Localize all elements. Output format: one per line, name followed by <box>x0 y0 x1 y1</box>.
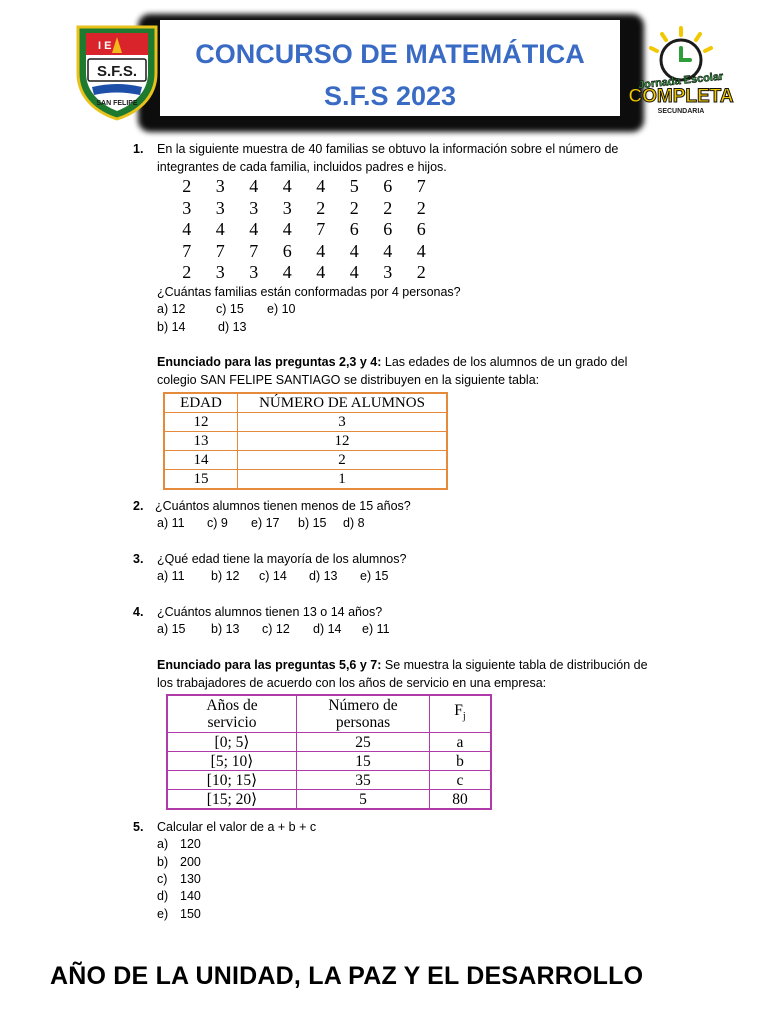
table-row <box>164 451 447 470</box>
data-value: 3 <box>282 197 292 218</box>
table-cell: 15 <box>297 752 430 771</box>
table-row <box>167 771 491 790</box>
data-row <box>170 241 438 263</box>
stem-5-7-text: Se muestra la siguiente tabla de distribución de <box>381 658 648 672</box>
column-header-personas <box>297 695 430 733</box>
data-value: 6 <box>416 219 426 239</box>
option-a: a) 15 <box>157 622 186 636</box>
option-e: e) 15 <box>360 569 389 583</box>
option-e: e) 10 <box>267 302 296 316</box>
age-frequency-table <box>163 392 448 490</box>
option-d: d) 13 <box>218 320 247 334</box>
option-b: b) 13 <box>211 622 240 636</box>
data-value: 7 <box>416 176 426 196</box>
svg-text:COMPLETA: COMPLETA <box>628 86 734 107</box>
question-3-number: 3. <box>133 552 144 566</box>
data-value: 7 <box>249 240 259 261</box>
data-value: 2 <box>416 197 426 218</box>
option-c: c) 14 <box>259 569 287 583</box>
table-cell: a <box>430 733 492 752</box>
data-row <box>170 176 438 198</box>
stem-5-7-line2: los trabajadores de acuerdo con los años de servicio en una empresa: <box>157 676 547 690</box>
data-value: 4 <box>282 176 292 196</box>
data-value: 4 <box>383 240 393 261</box>
data-value: 7 <box>215 240 225 261</box>
stem-2-4-text: Las edades de los alumnos de un grado del <box>381 355 628 369</box>
data-value: 4 <box>182 219 192 239</box>
table-cell: c <box>430 771 492 790</box>
question-5-prompt: Calcular el valor de a + b + c <box>157 820 317 834</box>
option-d: d) 8 <box>343 516 365 530</box>
data-value: 3 <box>215 262 225 282</box>
option-c: c) 9 <box>207 516 228 530</box>
table-header-row <box>164 393 447 413</box>
question-2-number: 2. <box>133 499 144 513</box>
table-cell: 80 <box>430 790 492 810</box>
question-1-statement-line1: En la siguiente muestra de 40 familias se obtuvo la información sobre el número de <box>157 142 619 156</box>
table-cell: b <box>430 752 492 771</box>
option-value: 200 <box>180 855 201 869</box>
option-value: 120 <box>180 837 201 851</box>
data-row <box>170 262 438 284</box>
option-d: d) 13 <box>309 569 338 583</box>
data-value: 2 <box>383 197 393 218</box>
data-value: 3 <box>215 176 225 196</box>
table-cell: 35 <box>297 771 430 790</box>
option-letter: c) <box>157 872 168 886</box>
family-size-data-grid <box>170 176 438 284</box>
jornada-escolar-logo <box>618 26 744 118</box>
column-header-line: servicio <box>207 714 257 731</box>
school-crest-logo <box>74 23 160 121</box>
option-b: b) 15 <box>298 516 327 530</box>
option-d: d) 14 <box>313 622 342 636</box>
stem-5-7-line1 <box>157 656 648 674</box>
table-row <box>164 413 447 432</box>
data-value: 4 <box>316 262 326 282</box>
page-title: CONCURSO DE MATEMÁTICA <box>195 39 585 69</box>
data-value: 4 <box>316 176 326 196</box>
question-4-number: 4. <box>133 605 144 619</box>
data-value: 4 <box>249 176 259 196</box>
question-1-number: 1. <box>133 142 144 156</box>
data-row <box>170 219 438 241</box>
svg-text:SECUNDARIA: SECUNDARIA <box>657 108 705 115</box>
table-header-row <box>167 695 491 733</box>
option-letter: a) <box>157 837 169 851</box>
table-row <box>167 790 491 810</box>
data-value: 6 <box>383 219 393 239</box>
question-4-prompt: ¿Cuántos alumnos tienen 13 o 14 años? <box>157 605 383 619</box>
table-cell: [5; 10⟩ <box>167 752 297 771</box>
data-value: 3 <box>383 262 393 282</box>
data-value: 6 <box>282 240 292 261</box>
table-cell: 15 <box>164 470 238 490</box>
data-value: 2 <box>416 262 426 282</box>
option-c: c) 15 <box>216 302 244 316</box>
column-header-line: Número de <box>328 697 398 714</box>
data-value: 3 <box>182 197 192 218</box>
option-a: a) 11 <box>157 569 185 583</box>
table-row <box>164 470 447 490</box>
table-row <box>167 752 491 771</box>
option-b: b) 12 <box>211 569 240 583</box>
table-cell: 2 <box>238 451 448 470</box>
data-value: 7 <box>316 219 326 239</box>
stem-2-4-label: Enunciado para las preguntas 2,3 y 4: <box>157 355 382 369</box>
table-cell: 13 <box>164 432 238 451</box>
option-letter: b) <box>157 855 169 869</box>
option-letter: d) <box>157 889 169 903</box>
data-value: 5 <box>349 176 359 196</box>
data-value: 4 <box>215 219 225 239</box>
table-cell: [10; 15⟩ <box>167 771 297 790</box>
option-a: a) 11 <box>157 516 185 530</box>
data-value: 4 <box>349 240 359 261</box>
data-value: 4 <box>349 262 359 282</box>
table-row <box>167 733 491 752</box>
option-value: 140 <box>180 889 201 903</box>
column-header-line: Años de <box>206 697 258 714</box>
data-value: 7 <box>182 240 192 261</box>
data-value: 3 <box>249 197 259 218</box>
data-value: 3 <box>215 197 225 218</box>
service-years-table <box>166 694 492 810</box>
question-3-prompt: ¿Qué edad tiene la mayoría de los alumnos? <box>157 552 407 566</box>
data-value: 6 <box>349 219 359 239</box>
option-e: e) 17 <box>251 516 280 530</box>
column-header-anos <box>167 695 297 733</box>
option-value: 130 <box>180 872 201 886</box>
option-a: a) 12 <box>157 302 186 316</box>
data-value: 4 <box>282 219 292 239</box>
table-cell: 3 <box>238 413 448 432</box>
data-value: 4 <box>249 219 259 239</box>
table-cell: 25 <box>297 733 430 752</box>
option-b: b) 14 <box>157 320 186 334</box>
data-value: 4 <box>316 240 326 261</box>
table-row <box>164 432 447 451</box>
table-cell: [0; 5⟩ <box>167 733 297 752</box>
data-value: 3 <box>249 262 259 282</box>
data-value: 2 <box>182 176 192 196</box>
table-cell: 1 <box>238 470 448 490</box>
data-value: 2 <box>316 197 326 218</box>
svg-text:I E: I E <box>98 40 112 52</box>
option-letter: e) <box>157 907 169 921</box>
stem-5-7-label: Enunciado para las preguntas 5,6 y 7: <box>157 658 382 672</box>
column-header-line: personas <box>335 714 391 731</box>
svg-text:Jornada Escolar: Jornada Escolar <box>637 70 724 92</box>
column-header-fj: $F_j$ <box>430 695 492 733</box>
stem-2-4-line1 <box>157 353 627 371</box>
table-cell: 14 <box>164 451 238 470</box>
stem-2-4-line2: colegio SAN FELIPE SANTIAGO se distribuyen en la siguiente tabla: <box>157 373 540 387</box>
option-e: e) 11 <box>362 622 390 636</box>
column-header-edad: EDAD <box>164 393 238 413</box>
question-5-number: 5. <box>133 820 144 834</box>
table-cell: [15; 20⟩ <box>167 790 297 810</box>
option-c: c) 12 <box>262 622 290 636</box>
table-cell: 5 <box>297 790 430 810</box>
column-header-alumnos: NÚMERO DE ALUMNOS <box>238 393 448 413</box>
question-1-prompt: ¿Cuántas familias están conformadas por 4 personas? <box>157 285 461 299</box>
data-value: 4 <box>282 262 292 282</box>
data-value: 6 <box>383 176 393 196</box>
question-2-prompt: ¿Cuántos alumnos tienen menos de 15 años? <box>155 499 411 513</box>
footer-year-motto: AÑO DE LA UNIDAD, LA PAZ Y EL DESARROLLO <box>50 962 644 990</box>
svg-text:S.F.S.: S.F.S. <box>96 63 138 80</box>
data-value: 2 <box>182 262 192 282</box>
table-cell: 12 <box>238 432 448 451</box>
data-value: 4 <box>416 240 426 261</box>
svg-text:SAN FELIPE: SAN FELIPE <box>96 100 138 107</box>
data-row <box>170 198 438 220</box>
question-1-statement-line2: integrantes de cada familia, incluidos padres e hijos. <box>157 160 447 174</box>
page-subtitle: S.F.S 2023 <box>323 81 457 111</box>
table-cell: 12 <box>164 413 238 432</box>
option-value: 150 <box>180 907 201 921</box>
data-value: 2 <box>349 197 359 218</box>
